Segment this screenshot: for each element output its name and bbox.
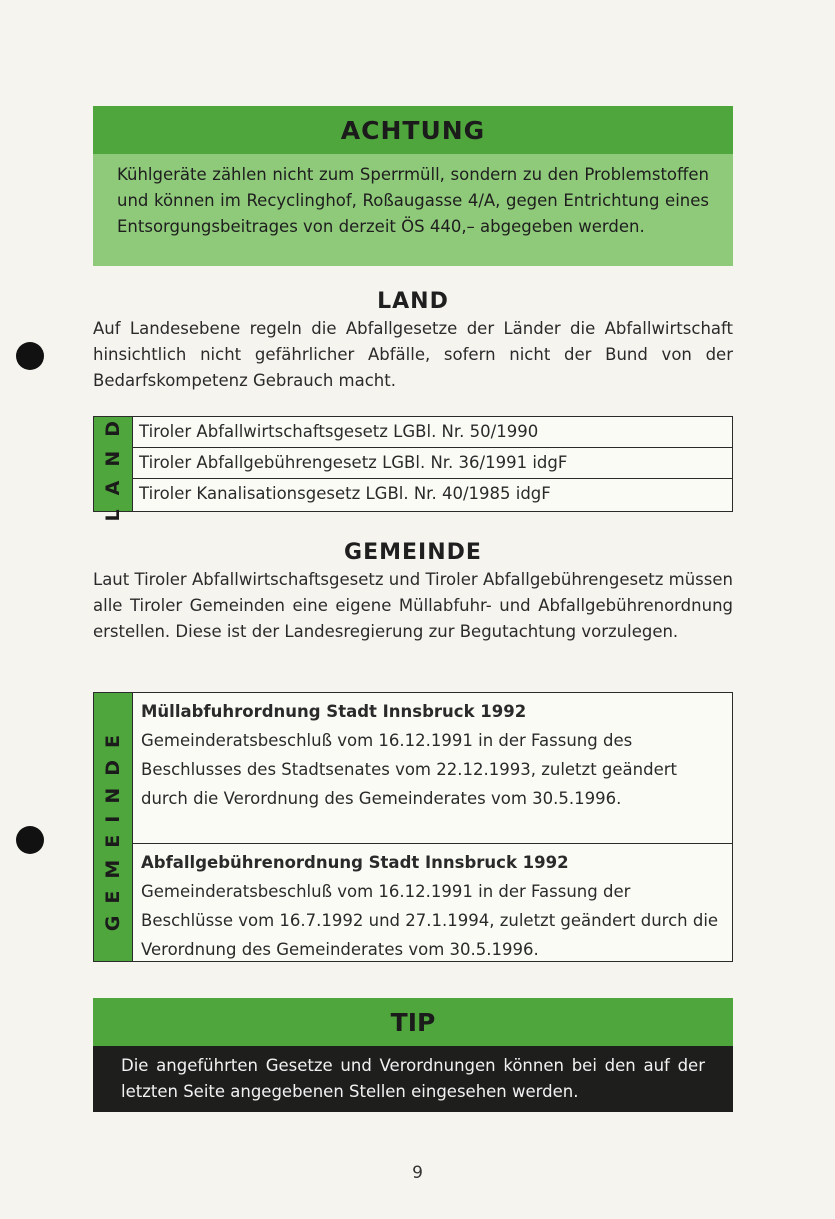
achtung-text: Kühlgeräte zählen nicht zum Sperrmüll, sondern zu den Problemstoffen und können im Recyclinghof, Roßaugasse 4/A, gegen Entrichtung eines Entsorgungsbeitrages von derzeit ÖS 440,– abgegeben werden. [93, 154, 733, 266]
land-sidebar [94, 406, 133, 522]
land-sidebar-label: LAND [102, 406, 124, 522]
achtung-box [93, 106, 733, 266]
tip-text: Die angeführten Gesetze und Verordnungen können bei den auf der letzten Seite angegebenen Stellen eingesehen werden. [93, 1046, 733, 1112]
land-law-row: Tiroler Abfallgebührengesetz LGBl. Nr. 36/1991 idgF [133, 448, 732, 479]
achtung-header [93, 106, 733, 154]
land-law-row: Tiroler Kanalisationsgesetz LGBl. Nr. 40/1985 idgF [139, 484, 551, 503]
punch-hole-bottom [16, 826, 44, 854]
gemeinde-law-rows [133, 693, 732, 961]
gemeinde-entry-title: Müllabfuhrordnung Stadt Innsbruck 1992 [141, 702, 527, 721]
gemeinde-entry-text: Gemeinderatsbeschluß vom 16.12.1991 in der Fassung der Beschlüsse vom 16.7.1992 und 27.1.1994, zuletzt geändert durch die Verordnung des Gemeinderates vom 30.5.1996. [141, 882, 719, 959]
land-law-table [93, 406, 733, 522]
page-number: 9 [412, 1163, 423, 1183]
gemeinde-law-table [93, 692, 733, 962]
gemeinde-heading: GEMEINDE [344, 540, 482, 565]
gemeinde-entry [133, 844, 732, 961]
gemeinde-sidebar [94, 693, 133, 961]
gemeinde-paragraph: Laut Tiroler Abfallwirtschaftsgesetz und Tiroler Abfallgebührengesetz müssen alle Tiroler Gemeinden eine eigene Müllabfuhr- und Abfallgebührenordnung erstellen. Diese ist der Landesregierung zur Begutachtung vorzulegen. [93, 570, 733, 641]
land-law-row: Tiroler Abfallwirtschaftsgesetz LGBl. Nr. 50/1990 [133, 417, 732, 448]
land-heading: LAND [377, 289, 449, 314]
gemeinde-entry [133, 693, 732, 844]
gemeinde-entry-text: Gemeinderatsbeschluß vom 16.12.1991 in der Fassung des Beschlusses des Stadtsenates vom 22.12.1993, zuletzt geändert durch die Verordnung des Gemeinderates vom 30.5.1996. [141, 731, 677, 808]
land-law-rows [133, 417, 732, 511]
gemeinde-sidebar-label: GEMEINDE [102, 722, 124, 932]
tip-box [93, 998, 733, 1112]
tip-title: TIP [390, 1008, 436, 1037]
gemeinde-entry-title: Abfallgebührenordnung Stadt Innsbruck 1992 [141, 853, 569, 872]
achtung-title: ACHTUNG [340, 116, 486, 145]
tip-header [93, 998, 733, 1046]
land-paragraph: Auf Landesebene regeln die Abfallgesetze der Länder die Abfallwirtschaft hinsichtlich nicht gefährlicher Abfälle, sofern nicht der Bund von der Bedarfskompetenz Gebrauch macht. [93, 319, 733, 390]
punch-hole-top [16, 342, 44, 370]
